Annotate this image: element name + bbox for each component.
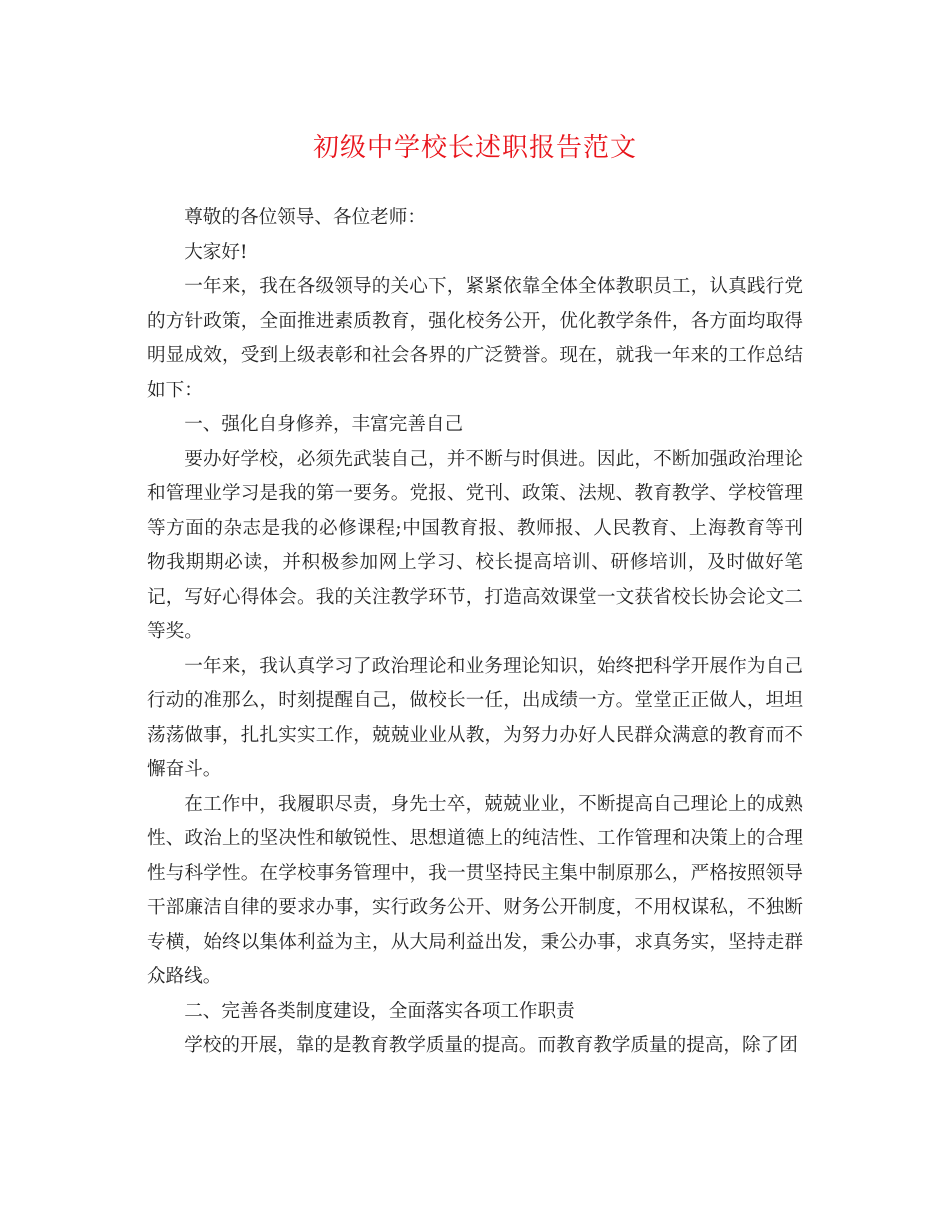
body-paragraph: 在工作中，我履职尽责，身先士卒，兢兢业业，不断提高自己理论上的成熟性、政治上的坚决性和敏锐性、思想道德上的纯洁性、工作管理和决策上的合理性与科学性。在学校事务管理中，我一贯坚持民主集中制原那么，严格按照领导干部廉洁自律的要求办事，实行政务公开、财务公开制度，不用权谋私，不独断专横，始终以集体利益为主，从大局利益出发，秉公办事，求真务实，坚持走群众路线。 <box>147 793 803 987</box>
body-paragraph: 一年来，我认真学习了政治理论和业务理论知识，始终把科学开展作为自己行动的准那么，时刻提醒自己，做校长一任，出成绩一方。堂堂正正做人，坦坦荡荡做事，扎扎实实工作，兢兢业业从教，为努力办好人民群众满意的教育而不懈奋斗。 <box>147 655 803 780</box>
greeting-line: 尊敬的各位领导、各位老师： <box>184 207 426 228</box>
document-body <box>147 201 803 1064</box>
document-title: 初级中学校长述职报告范文 <box>312 133 637 163</box>
body-paragraph: 要办好学校，必须先武装自己，并不断与时俱进。因此，不断加强政治理论和管理业学习是我的第一要务。党报、党刊、政策、法规、教育教学、学校管理等方面的杂志是我的必修课程;中国教育报、教师报、人民教育、上海教育等刊物我期期必读，并积极参加网上学习、校长提高培训、研修培训，及时做好笔记，写好心得体会。我的关注教学环节，打造高效课堂一文获省校长协会论文二等奖。 <box>147 448 803 642</box>
section-heading-1: 一、强化自身修养，丰富完善自己 <box>184 414 464 435</box>
intro-paragraph: 一年来，我在各级领导的关心下，紧紧依靠全体全体教职员工，认真践行党的方针政策，全面推进素质教育，强化校务公开，优化教学条件，各方面均取得明显成效，受到上级表彰和社会各界的广泛赞誉。现在，就我一年来的工作总结如下： <box>147 276 803 401</box>
salutation-line: 大家好! <box>184 241 248 263</box>
body-paragraph: 学校的开展，靠的是教育教学质量的提高。而教育教学质量的提高，除了团 <box>184 1035 798 1056</box>
section-heading-2: 二、完善各类制度建设，全面落实各项工作职责 <box>184 1000 575 1022</box>
